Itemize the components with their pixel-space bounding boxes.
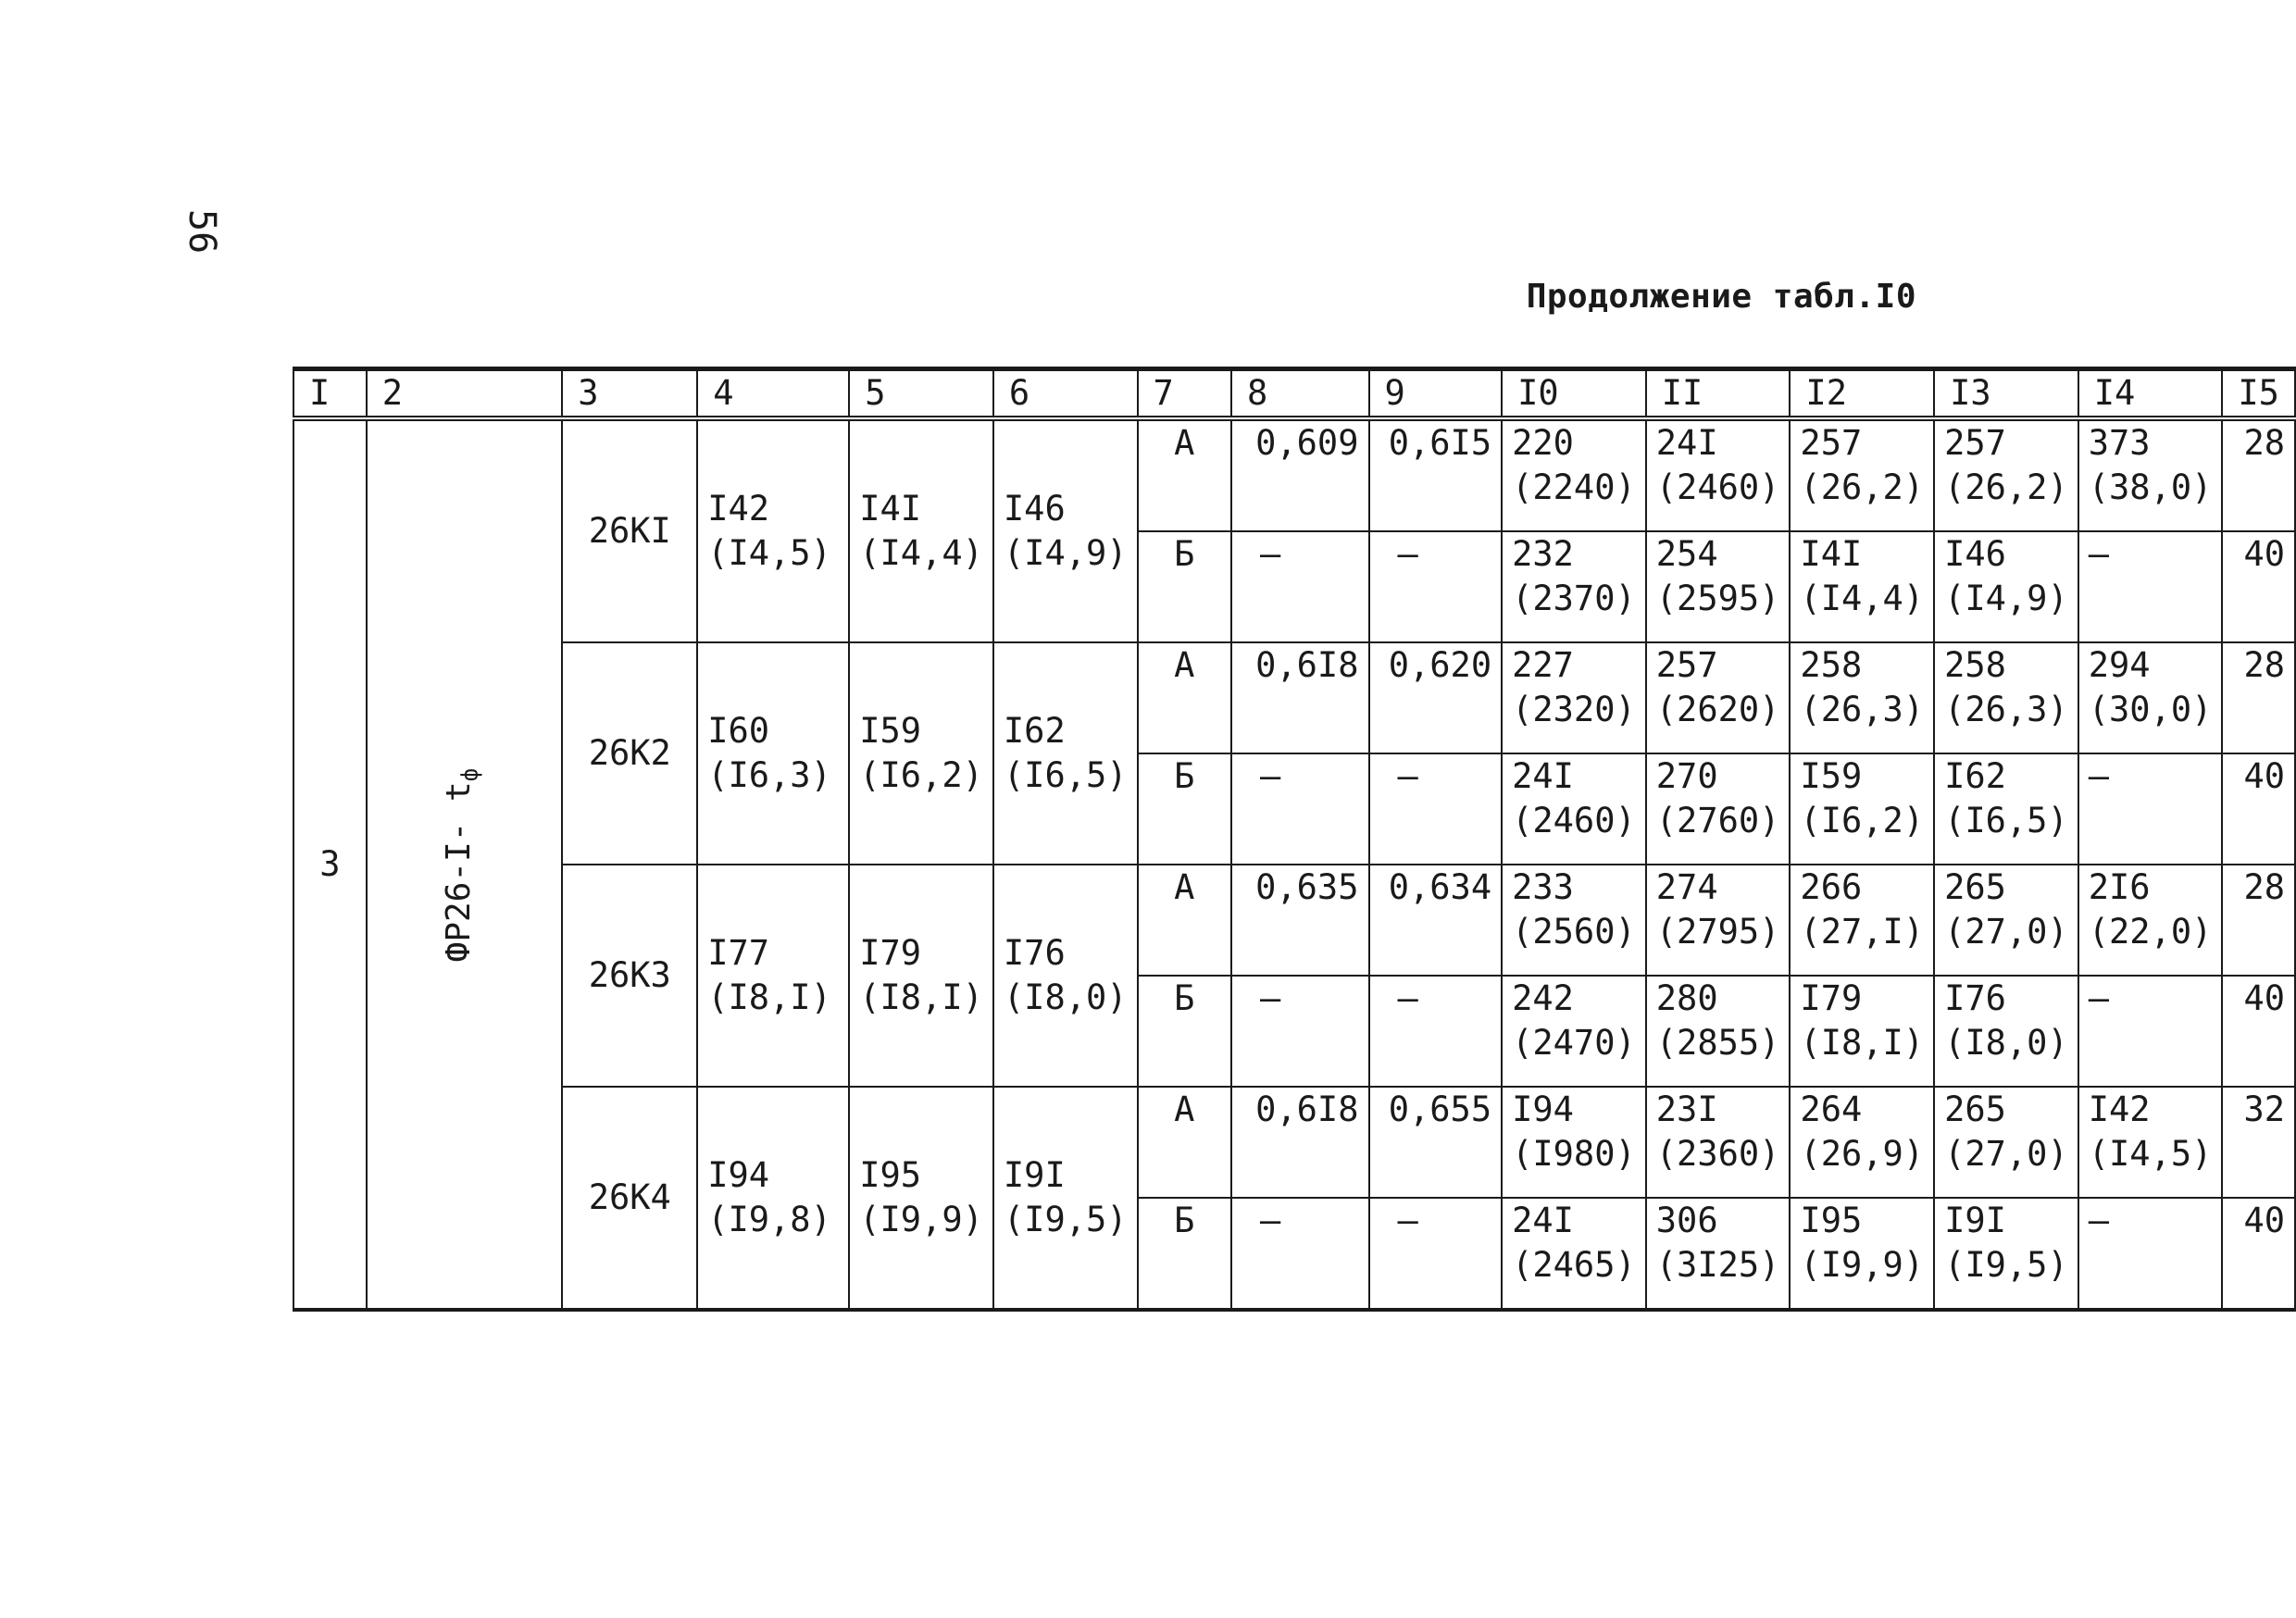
column-13-value <box>1934 865 2078 976</box>
header-cell: I <box>293 369 367 419</box>
column-8-value: – <box>1231 531 1368 642</box>
value-paren-line: (26,3) <box>1800 690 1925 729</box>
value-line: I94 <box>1512 1089 1574 1129</box>
header-cell: I5 <box>2222 369 2295 419</box>
table-row <box>293 418 2295 531</box>
header-cell: I2 <box>1790 369 1934 419</box>
column-7-mark: Б <box>1138 976 1231 1087</box>
column-12-value <box>1790 753 1934 865</box>
column-14-value <box>2078 865 2223 976</box>
column-14-value <box>2078 1087 2223 1198</box>
column-15-value: 40 <box>2222 1198 2295 1310</box>
value-line: I42 <box>707 489 770 529</box>
column-14-value <box>2078 976 2223 1087</box>
column-4-value <box>697 418 849 642</box>
table-row <box>293 1087 2295 1198</box>
value-line: I59 <box>1800 756 1863 796</box>
value-paren-line: (2760) <box>1655 801 1780 840</box>
value-line: 373 <box>2088 423 2151 463</box>
column-13-value <box>1934 1087 2078 1198</box>
column-3-code: 26KI <box>562 418 697 642</box>
value-line: 264 <box>1800 1089 1863 1129</box>
value-paren-line: (I8,I) <box>1800 1023 1925 1063</box>
value-paren-line: (I9,9) <box>859 1200 983 1239</box>
table-row <box>293 865 2295 976</box>
value-line: 2I6 <box>2088 867 2151 907</box>
column-7-mark: А <box>1138 1087 1231 1198</box>
column-10-value <box>1502 1087 1646 1198</box>
value-line: – <box>2088 756 2110 796</box>
column-7-mark: А <box>1138 418 1231 531</box>
value-paren-line: (I9,9) <box>1800 1245 1925 1285</box>
value-paren-line: (26,9) <box>1800 1134 1925 1174</box>
table-row <box>293 642 2295 753</box>
value-paren-line: (I980) <box>1512 1134 1636 1174</box>
column-10-value <box>1502 418 1646 531</box>
column-3-code: 26K4 <box>562 1087 697 1310</box>
value-line: I77 <box>707 933 770 973</box>
column-8-value: – <box>1231 753 1368 865</box>
value-paren-line: (I4,9) <box>1944 579 2068 618</box>
table-body <box>293 369 2295 1311</box>
data-table <box>293 367 2296 1312</box>
column-6-value <box>993 642 1138 865</box>
header-cell: I0 <box>1502 369 1646 419</box>
value-paren-line: (I8,I) <box>859 977 983 1017</box>
column-7-mark: А <box>1138 865 1231 976</box>
value-line: 294 <box>2088 645 2151 685</box>
value-line: I60 <box>707 711 770 751</box>
column-14-value <box>2078 1198 2223 1310</box>
header-cell: 3 <box>562 369 697 419</box>
value-paren-line: (I4,4) <box>1800 579 1925 618</box>
column-13-value <box>1934 418 2078 531</box>
value-paren-line: (30,0) <box>2088 690 2213 729</box>
column-11-value <box>1646 531 1791 642</box>
value-line: 23I <box>1655 1089 1718 1129</box>
header-cell: II <box>1646 369 1791 419</box>
value-line: 242 <box>1512 978 1574 1018</box>
column-11-value <box>1646 753 1791 865</box>
column-10-value <box>1502 1198 1646 1310</box>
value-line: 233 <box>1512 867 1574 907</box>
value-line: 265 <box>1944 867 2006 907</box>
column-12-value <box>1790 1198 1934 1310</box>
column-11-value <box>1646 976 1791 1087</box>
value-paren-line: (26,3) <box>1944 690 2068 729</box>
value-line: – <box>2088 1201 2110 1240</box>
value-line: 280 <box>1655 978 1718 1018</box>
column-6-value <box>993 865 1138 1087</box>
column-9-value: – <box>1369 976 1503 1087</box>
value-line: 24I <box>1512 1201 1574 1240</box>
value-line: – <box>2088 534 2110 574</box>
column-13-value <box>1934 1198 2078 1310</box>
value-paren-line: (27,I) <box>1800 912 1925 952</box>
value-line: I95 <box>859 1155 922 1195</box>
column-9-value: – <box>1369 531 1503 642</box>
column-10-value <box>1502 642 1646 753</box>
column-13-value <box>1934 531 2078 642</box>
designation-main: ФР26-I- t <box>439 781 478 963</box>
column-11-value <box>1646 418 1791 531</box>
column-12-value <box>1790 418 1934 531</box>
value-paren-line: (2370) <box>1512 579 1636 618</box>
value-line: 274 <box>1655 867 1718 907</box>
column-13-value <box>1934 976 2078 1087</box>
value-line: I95 <box>1800 1201 1863 1240</box>
value-paren-line: (I4,4) <box>859 533 983 573</box>
value-paren-line: (I4,5) <box>2088 1134 2213 1174</box>
value-line: I42 <box>2088 1089 2151 1129</box>
value-paren-line: (I6,2) <box>1800 801 1925 840</box>
column-4-value <box>697 1087 849 1310</box>
column-12-value <box>1790 865 1934 976</box>
value-line: 257 <box>1800 423 1863 463</box>
header-cell: 2 <box>367 369 563 419</box>
column-9-value: 0,6I5 <box>1369 418 1503 531</box>
value-line: 232 <box>1512 534 1574 574</box>
value-paren-line: (I9,8) <box>707 1200 831 1239</box>
value-line: I94 <box>707 1155 770 1195</box>
value-line: I9I <box>1003 1155 1066 1195</box>
column-5-value <box>849 865 993 1087</box>
column-10-value <box>1502 865 1646 976</box>
value-line: 24I <box>1655 423 1718 463</box>
column-13-value <box>1934 753 2078 865</box>
column-4-value <box>697 865 849 1087</box>
designation-subscript: ф <box>456 767 483 782</box>
page-number: 56 <box>181 209 223 255</box>
column-15-value: 28 <box>2222 642 2295 753</box>
value-line: 254 <box>1655 534 1718 574</box>
column-15-value: 32 <box>2222 1087 2295 1198</box>
header-cell: 5 <box>849 369 993 419</box>
value-paren-line: (2595) <box>1655 579 1780 618</box>
value-line: I46 <box>1944 534 2006 574</box>
column-5-value <box>849 1087 993 1310</box>
column-7-mark: Б <box>1138 1198 1231 1310</box>
header-cell: 9 <box>1369 369 1503 419</box>
value-paren-line: (2465) <box>1512 1245 1636 1285</box>
value-paren-line: (2795) <box>1655 912 1780 952</box>
column-9-value: – <box>1369 1198 1503 1310</box>
header-cell: I4 <box>2078 369 2223 419</box>
column-6-value <box>993 418 1138 642</box>
value-line: I79 <box>1800 978 1863 1018</box>
value-line: 227 <box>1512 645 1574 685</box>
column-7-mark: Б <box>1138 753 1231 865</box>
value-line: 265 <box>1944 1089 2006 1129</box>
value-paren-line: (22,0) <box>2088 912 2213 952</box>
column-7-mark: Б <box>1138 531 1231 642</box>
value-paren-line: (2855) <box>1655 1023 1780 1063</box>
designation-text <box>437 768 492 963</box>
value-line: I76 <box>1944 978 2006 1018</box>
value-paren-line: (I8,I) <box>707 977 831 1017</box>
column-15-value: 28 <box>2222 418 2295 531</box>
column-11-value <box>1646 642 1791 753</box>
value-line: – <box>2088 978 2110 1018</box>
column-8-value: – <box>1231 976 1368 1087</box>
column-9-value: – <box>1369 753 1503 865</box>
value-paren-line: (2620) <box>1655 690 1780 729</box>
value-line: I76 <box>1003 933 1066 973</box>
value-paren-line: (26,2) <box>1800 467 1925 507</box>
value-paren-line: (I6,5) <box>1003 755 1128 795</box>
value-line: 306 <box>1655 1201 1718 1240</box>
value-line: I62 <box>1003 711 1066 751</box>
column-11-value <box>1646 1198 1791 1310</box>
column-2-designation <box>367 418 563 1310</box>
column-10-value <box>1502 753 1646 865</box>
value-paren-line: (2560) <box>1512 912 1636 952</box>
value-paren-line: (I8,0) <box>1944 1023 2068 1063</box>
value-line: 257 <box>1655 645 1718 685</box>
value-paren-line: (2320) <box>1512 690 1636 729</box>
value-line: I4I <box>859 489 922 529</box>
column-3-code: 26K3 <box>562 865 697 1087</box>
value-paren-line: (I9,5) <box>1944 1245 2068 1285</box>
value-paren-line: (I4,9) <box>1003 533 1128 573</box>
column-6-value <box>993 1087 1138 1310</box>
value-line: 24I <box>1512 756 1574 796</box>
value-paren-line: (2360) <box>1655 1134 1780 1174</box>
column-9-value: 0,655 <box>1369 1087 1503 1198</box>
column-8-value: 0,635 <box>1231 865 1368 976</box>
value-paren-line: (2460) <box>1655 467 1780 507</box>
header-cell: 4 <box>697 369 849 419</box>
value-paren-line: (2240) <box>1512 467 1636 507</box>
column-11-value <box>1646 865 1791 976</box>
value-paren-line: (I8,0) <box>1003 977 1128 1017</box>
value-line: I46 <box>1003 489 1066 529</box>
value-paren-line: (I9,5) <box>1003 1200 1128 1239</box>
value-line: I4I <box>1800 534 1863 574</box>
column-12-value <box>1790 531 1934 642</box>
value-line: I79 <box>859 933 922 973</box>
column-3-code: 26K2 <box>562 642 697 865</box>
column-12-value <box>1790 976 1934 1087</box>
column-15-value: 40 <box>2222 531 2295 642</box>
column-8-value: – <box>1231 1198 1368 1310</box>
column-9-value: 0,634 <box>1369 865 1503 976</box>
column-4-value <box>697 642 849 865</box>
column-10-value <box>1502 531 1646 642</box>
value-line: I62 <box>1944 756 2006 796</box>
column-9-value: 0,620 <box>1369 642 1503 753</box>
value-paren-line: (27,0) <box>1944 912 2068 952</box>
header-cell: I3 <box>1934 369 2078 419</box>
value-line: 266 <box>1800 867 1863 907</box>
column-10-value <box>1502 976 1646 1087</box>
column-14-value <box>2078 418 2223 531</box>
value-paren-line: (38,0) <box>2088 467 2213 507</box>
column-15-value: 40 <box>2222 753 2295 865</box>
column-13-value <box>1934 642 2078 753</box>
value-paren-line: (2460) <box>1512 801 1636 840</box>
column-15-value: 28 <box>2222 865 2295 976</box>
value-paren-line: (3I25) <box>1655 1245 1780 1285</box>
value-line: 220 <box>1512 423 1574 463</box>
value-line: 258 <box>1944 645 2006 685</box>
column-8-value: 0,6I8 <box>1231 642 1368 753</box>
value-line: 258 <box>1800 645 1863 685</box>
value-paren-line: (26,2) <box>1944 467 2068 507</box>
column-14-value <box>2078 753 2223 865</box>
column-11-value <box>1646 1087 1791 1198</box>
column-8-value: 0,6I8 <box>1231 1087 1368 1198</box>
value-paren-line: (I6,2) <box>859 755 983 795</box>
table-caption: Продолжение табл.I0 <box>1526 278 1916 316</box>
value-paren-line: (2470) <box>1512 1023 1636 1063</box>
column-14-value <box>2078 642 2223 753</box>
column-8-value: 0,609 <box>1231 418 1368 531</box>
header-cell: 8 <box>1231 369 1368 419</box>
column-12-value <box>1790 1087 1934 1198</box>
column-1-value: 3 <box>293 418 367 1310</box>
value-line: 270 <box>1655 756 1718 796</box>
column-5-value <box>849 642 993 865</box>
header-row <box>293 369 2295 419</box>
header-cell: 7 <box>1138 369 1231 419</box>
value-line: I9I <box>1944 1201 2006 1240</box>
value-line: 257 <box>1944 423 2006 463</box>
value-line: I59 <box>859 711 922 751</box>
value-paren-line: (I4,5) <box>707 533 831 573</box>
value-paren-line: (I6,3) <box>707 755 831 795</box>
column-14-value <box>2078 531 2223 642</box>
value-paren-line: (27,0) <box>1944 1134 2068 1174</box>
column-7-mark: А <box>1138 642 1231 753</box>
column-12-value <box>1790 642 1934 753</box>
column-5-value <box>849 418 993 642</box>
header-cell: 6 <box>993 369 1138 419</box>
column-15-value: 40 <box>2222 976 2295 1087</box>
value-paren-line: (I6,5) <box>1944 801 2068 840</box>
